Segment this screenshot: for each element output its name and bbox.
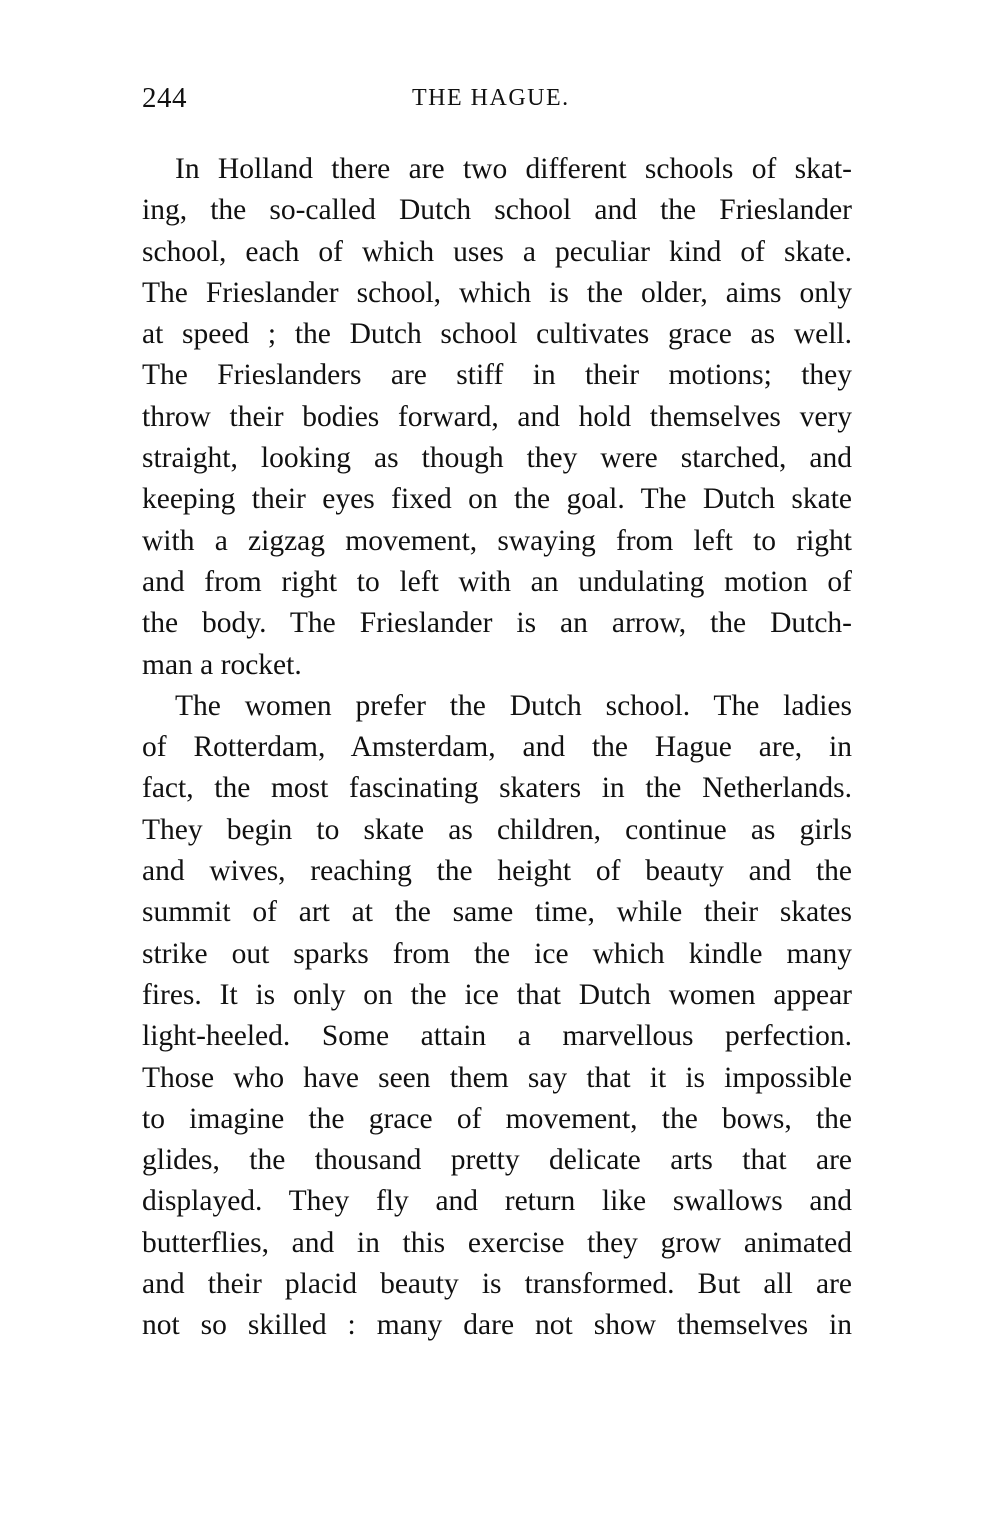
text-line: The Frieslander school, which is the older, aims only [142,276,852,309]
page-header [142,78,852,118]
text-line: glides, the thousand pretty delicate arts that are [142,1144,852,1177]
text-line: of Rotterdam, Amsterdam, and the Hague are, in [142,731,852,764]
text-line: straight, looking as though they were starched, and [142,442,852,475]
text-line: Those who have seen them say that it is impossible [142,1061,852,1094]
text-line: butterflies, and in this exercise they grow animated [142,1226,852,1259]
text-line: with a zigzag movement, swaying from left to right [142,524,852,557]
body-text [142,149,852,1347]
text-line: not so skilled : many dare not show themselves in [142,1309,852,1342]
text-line: man a rocket. [142,648,302,681]
text-line: and their placid beauty is transformed. But all are [142,1268,852,1301]
text-line: throw their bodies forward, and hold themselves very [142,400,852,433]
text-line: ing, the so-called Dutch school and the Frieslander [142,194,852,227]
text-line: the body. The Frieslander is an arrow, the Dutch- [142,607,852,640]
text-line: at speed ; the Dutch school cultivates grace as well. [142,318,852,351]
text-line: light-heeled. Some attain a marvellous perfection. [142,1020,852,1053]
text-line: They begin to skate as children, continue as girls [142,813,852,846]
text-line: The women prefer the Dutch school. The ladies [175,689,852,722]
running-head: THE HAGUE. [412,85,570,111]
text-line: keeping their eyes fixed on the goal. The Dutch skate [142,483,852,516]
text-line: summit of art at the same time, while their skates [142,896,852,929]
text-line: fact, the most fascinating skaters in the Netherlands. [142,772,852,805]
text-line: displayed. They fly and return like swallows and [142,1185,852,1218]
text-line: and from right to left with an undulating motion of [142,565,852,598]
text-line: strike out sparks from the ice which kindle many [142,937,852,970]
text-line: The Frieslanders are stiff in their motions; they [142,359,852,392]
text-line: school, each of which uses a peculiar kind of skate. [142,235,852,268]
text-line: fires. It is only on the ice that Dutch women appear [142,978,852,1011]
text-line: In Holland there are two different schools of skat- [175,153,852,185]
text-line: to imagine the grace of movement, the bows, the [142,1102,852,1135]
page-number: 244 [142,82,187,114]
text-line: and wives, reaching the height of beauty and the [142,855,852,888]
